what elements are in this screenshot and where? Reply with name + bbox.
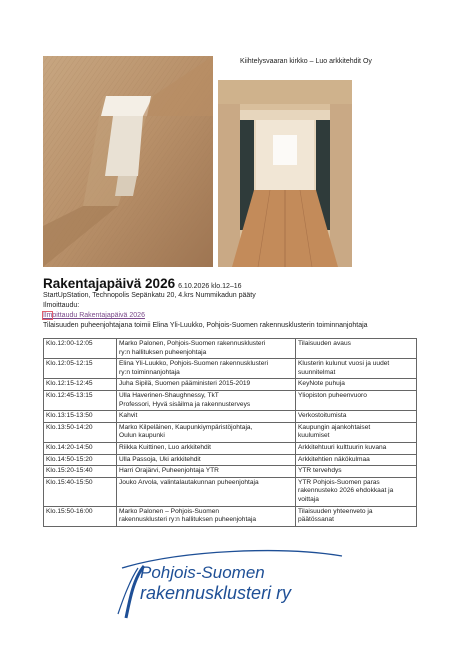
schedule-table (43, 338, 417, 527)
schedule-speaker: Ulla Haverinen-Shaughnessy, TkT Professori, Hyvä sisäilma ja rakennusterveys (117, 390, 296, 410)
schedule-speaker: Riikka Kuittinen, Luo arkkitehdit (117, 442, 296, 454)
table-row (44, 466, 417, 478)
schedule-time: Klo.13:50-14:20 (44, 422, 117, 442)
schedule-time: Klo.12:15-12:45 (44, 379, 117, 391)
schedule-topic: Tilaisuuden yhteenveto ja päätössanat (296, 506, 417, 526)
signup-link-rest: oittaudu Rakentajapäivä 2026 (52, 312, 145, 319)
church-interior-photo (218, 80, 352, 267)
schedule-time: Klo.12:00-12:05 (44, 339, 117, 359)
schedule-topic: Yliopiston puheenvuoro (296, 390, 417, 410)
schedule-time: Klo.12:05-12:15 (44, 359, 117, 379)
signup-link[interactable] (43, 312, 145, 319)
table-row (44, 477, 417, 506)
logo-line2: rakennusklusteri ry (140, 583, 292, 603)
schedule-speaker: Harri Orajärvi, Puheenjohtaja YTR (117, 466, 296, 478)
event-heading (43, 275, 242, 293)
signup-link-prefix: Ilm (43, 312, 53, 319)
signup-label: Ilmoittaudu: (43, 302, 80, 309)
schedule-speaker: Marko Palonen, Pohjois-Suomen rakennusklusteri ry:n hallituksen puheenjohtaja (117, 339, 296, 359)
schedule-time: Klo.14:50-15:20 (44, 454, 117, 466)
schedule-time: Klo.15:50-16:00 (44, 506, 117, 526)
schedule-topic: Kaupungin ajankohtaiset kuulumiset (296, 422, 417, 442)
schedule-topic: Arkkitehtien näkökulmaa (296, 454, 417, 466)
schedule-topic: Tilaisuuden avaus (296, 339, 417, 359)
schedule-speaker: Juha Sipilä, Suomen pääministeri 2015-2019 (117, 379, 296, 391)
schedule-time: Klo.14:20-14:50 (44, 442, 117, 454)
table-row (44, 422, 417, 442)
table-row (44, 506, 417, 526)
schedule-time: Klo.13:15-13:50 (44, 411, 117, 423)
logo-line1: Pohjois-Suomen (140, 563, 265, 582)
schedule-topic: KeyNote puhuja (296, 379, 417, 391)
schedule-speaker: Jouko Arvola, valintalautakunnan puheenjohtaja (117, 477, 296, 506)
schedule-topic: Klusterin kulunut vuosi ja uudet suunnitelmat (296, 359, 417, 379)
table-row (44, 442, 417, 454)
table-row (44, 379, 417, 391)
event-chair: Tilaisuuden puheenjohtajana toimii Elina Yli-Luukko, Pohjois-Suomen rakennusklusterin toiminnanjohtaja (43, 322, 368, 329)
cluster-logo (112, 548, 347, 623)
schedule-time: Klo.15:20-15:40 (44, 466, 117, 478)
table-row (44, 411, 417, 423)
church-ceiling-photo (43, 56, 213, 267)
table-row (44, 359, 417, 379)
schedule-topic: YTR Pohjois-Suomen paras rakennusteko 2026 ehdokkaat ja voittaja (296, 477, 417, 506)
schedule-speaker: Elina Yli-Luukko, Pohjois-Suomen rakennusklusteri ry:n toiminnanjohtaja (117, 359, 296, 379)
table-row (44, 390, 417, 410)
schedule-speaker: Marko Palonen – Pohjois-Suomen rakennusklusteri ry:n hallituksen puheenjohtaja (117, 506, 296, 526)
schedule-time: Klo.15:40-15:50 (44, 477, 117, 506)
schedule-topic: YTR tervehdys (296, 466, 417, 478)
schedule-speaker: Ulla Passoja, Uki arkkitehdit (117, 454, 296, 466)
photo-caption: Kiihtelysvaaran kirkko – Luo arkkitehdit Oy (240, 58, 372, 65)
table-row (44, 454, 417, 466)
schedule-topic: Verkostoitumista (296, 411, 417, 423)
schedule-topic: Arkkitehtuuri kulttuurin kuvana (296, 442, 417, 454)
schedule-speaker: Marko Kilpeläinen, Kaupunkiympäristöjohtaja, Oulun kaupunki (117, 422, 296, 442)
event-title: Rakentajapäivä 2026 (43, 276, 176, 291)
table-row (44, 339, 417, 359)
schedule-time: Klo.12:45-13:15 (44, 390, 117, 410)
event-venue: StartUpStation, Technopolis Sepänkatu 20, 4.krs Nummikadun pääty (43, 292, 256, 299)
event-date: 6.10.2026 klo.12–16 (178, 283, 242, 290)
schedule-speaker: Kahvit (117, 411, 296, 423)
